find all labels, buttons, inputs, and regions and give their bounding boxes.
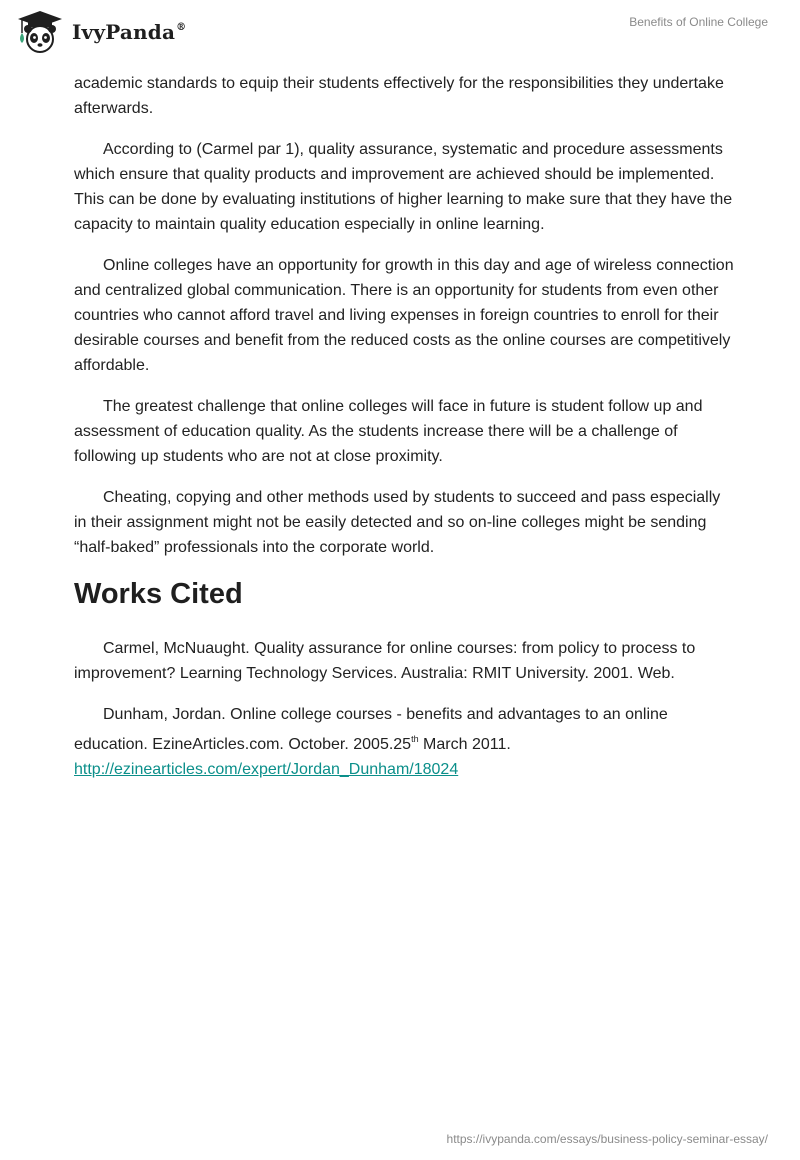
citation: Dunham, Jordan. Online college courses - benefits and advantages to an online education. EzineArticles.com. October. 2005.25th March 2011. http://ezinearticles.com/expert/Jordan_Dunham/18024 bbox=[74, 706, 668, 778]
works-cited-heading: Works Cited bbox=[74, 578, 243, 610]
brand-name: IvyPanda® bbox=[72, 20, 187, 44]
essay-body bbox=[74, 71, 734, 798]
paragraph: The greatest challenge that online colleges will face in future is student follow up and assessment of education quality. As the students increase there will be a challenge of following up students who are not at close proximity. bbox=[74, 398, 703, 465]
paragraph: Cheating, copying and other methods used by students to succeed and pass especially in their assignment might not be easily detected and so on-line colleges might be sending “half-baked” professionals into the corporate world. bbox=[74, 489, 721, 556]
paragraph: Online colleges have an opportunity for growth in this day and age of wireless connection and centralized global communication. There is an opportunity for students from even other countries who cannot afford travel and living expenses in foreign countries to enroll for their desirable courses and benefit from the reduced costs as the online courses are competitively affordable. bbox=[74, 257, 734, 374]
paragraph: According to (Carmel par 1), quality assurance, systematic and procedure assessments which ensure that quality products and improvement are achieved should be implemented. This can be done by evaluating institutions of higher learning to make sure that they have the capacity to maintain quality education especially in online learning. bbox=[74, 141, 733, 233]
citation: Carmel, McNuaught. Quality assurance for online courses: from policy to process to improvement? Learning Technology Services. Australia: RMIT University. 2001. Web. bbox=[74, 640, 696, 682]
page-header bbox=[0, 0, 800, 64]
paragraph-continued: academic standards to equip their students effectively for the responsibilities they undertake afterwards. bbox=[74, 75, 724, 117]
document-title: Benefits of Online College bbox=[629, 15, 768, 29]
panda-graduate-icon bbox=[14, 9, 66, 55]
ivypanda-logo[interactable] bbox=[14, 6, 186, 58]
footer-url: https://ivypanda.com/essays/business-policy-seminar-essay/ bbox=[446, 1132, 768, 1146]
citation-link[interactable]: http://ezinearticles.com/expert/Jordan_Dunham/18024 bbox=[74, 761, 459, 778]
